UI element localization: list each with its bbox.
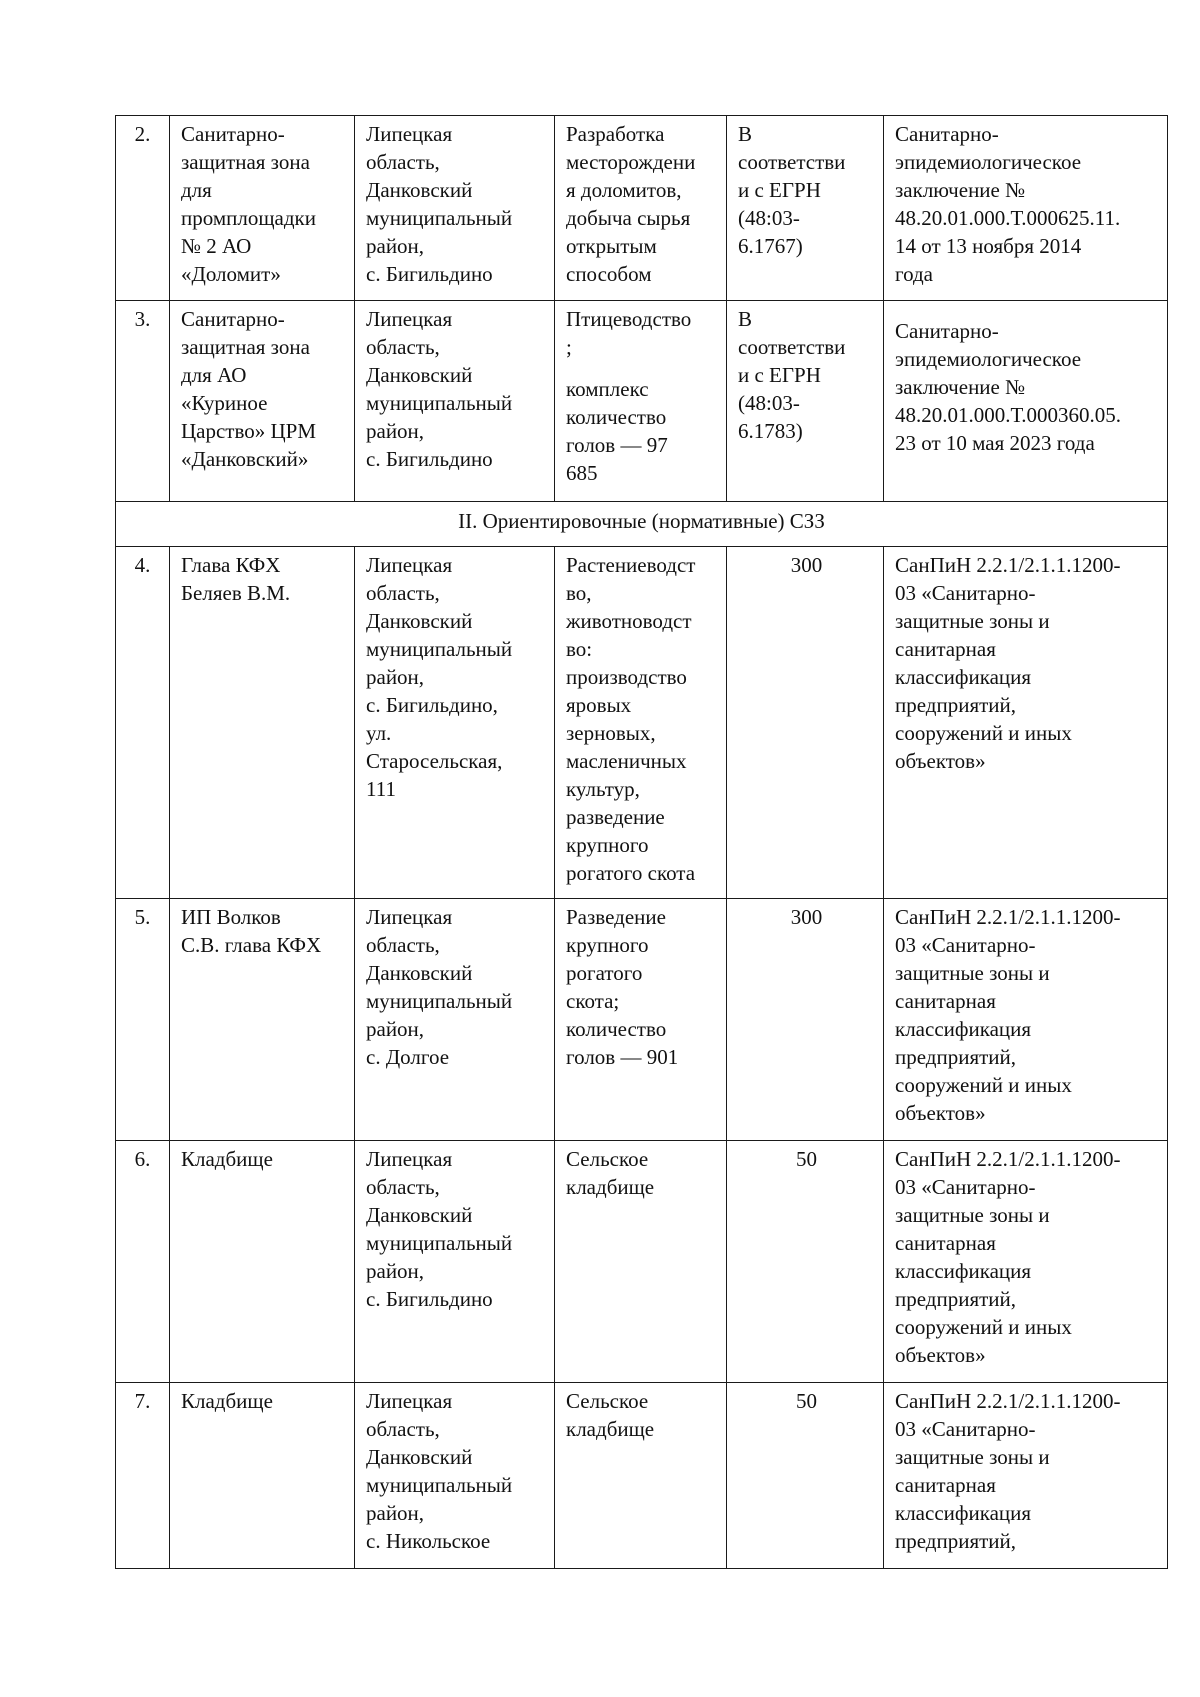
row-number-cell (116, 116, 170, 301)
activity-cell (555, 1141, 727, 1383)
legal-basis: Санитарно- эпидемиологическое заключение № 48.20.01.000.Т.000625.11. 14 от 13 ноября 2014 года (895, 122, 1121, 286)
zone-size: 50 (796, 1147, 817, 1171)
zone-name-cell (170, 1141, 355, 1383)
zone-size: 300 (790, 905, 823, 929)
row-number: 7. (134, 1389, 151, 1413)
zone-name: ИП Волков С.В. глава КФХ (181, 905, 322, 957)
legal-basis: СанПиН 2.2.1/2.1.1.1200- 03 «Санитарно- защитные зоны и санитарная классификация предприятий, сооружений и иных объектов» (895, 553, 1121, 773)
activity-cell (555, 116, 727, 301)
zone-name: Кладбище (181, 1389, 273, 1413)
section-row (116, 502, 1168, 547)
activity: Разведение крупного рогатого скота; количество голов — 901 (566, 905, 679, 1069)
legal-basis: СанПиН 2.2.1/2.1.1.1200- 03 «Санитарно- защитные зоны и санитарная классификация предприятий, сооружений и иных объектов» (895, 1147, 1121, 1367)
table-row (116, 547, 1168, 899)
section-title: II. Ориентировочные (нормативные) СЗЗ (458, 509, 825, 533)
row-number: 4. (134, 553, 151, 577)
legal-basis-cell (884, 116, 1168, 301)
zone-size: В соответстви и с ЕГРН (48:03- 6.1783) (738, 307, 846, 443)
legal-basis-cell (884, 899, 1168, 1141)
location-cell (355, 1141, 555, 1383)
location: Липецкая область, Данковский муниципальный район, с. Долгое (366, 905, 513, 1069)
activity: Разработка месторождени я доломитов, добыча сырья открытым способом (566, 122, 696, 286)
zone-size-cell (727, 899, 884, 1141)
table-row (116, 899, 1168, 1141)
table-row (116, 1383, 1168, 1569)
zone-size: 300 (790, 553, 823, 577)
legal-basis-cell (884, 547, 1168, 899)
paragraph-gap (895, 305, 1159, 317)
row-number-cell (116, 1383, 170, 1569)
zone-name: Санитарно- защитная зона для АО «Куриное Царство» ЦРМ «Данковский» (181, 307, 317, 471)
section-title-cell (116, 502, 1168, 547)
row-number: 5. (134, 905, 151, 929)
legal-basis-cell (884, 1141, 1168, 1383)
row-number-cell (116, 899, 170, 1141)
zone-size-cell (727, 301, 884, 502)
zone-name-cell (170, 547, 355, 899)
location-cell (355, 116, 555, 301)
zone-name-cell (170, 116, 355, 301)
activity: Сельское кладбище (566, 1389, 655, 1441)
zone-size-cell (727, 116, 884, 301)
row-number: 2. (134, 122, 151, 146)
row-number-cell (116, 301, 170, 502)
table-row (116, 301, 1168, 502)
activity-line-1: Птицеводство ; (566, 307, 692, 359)
activity-cell (555, 1383, 727, 1569)
zone-name: Кладбище (181, 1147, 273, 1171)
zone-size-cell (727, 1141, 884, 1383)
location: Липецкая область, Данковский муниципальный район, с. Бигильдино (366, 1147, 513, 1311)
location-cell (355, 547, 555, 899)
location: Липецкая область, Данковский муниципальный район, с. Бигильдино (366, 122, 513, 286)
zone-name: Глава КФХ Беляев В.М. (181, 553, 291, 605)
paragraph-gap (566, 361, 718, 375)
legal-basis: Санитарно- эпидемиологическое заключение № 48.20.01.000.Т.000360.05. 23 от 10 мая 2023 года (895, 319, 1121, 455)
row-number-cell (116, 547, 170, 899)
legal-basis-cell (884, 301, 1168, 502)
location: Липецкая область, Данковский муниципальный район, с. Бигильдино (366, 307, 513, 471)
location: Липецкая область, Данковский муниципальный район, с. Бигильдино, ул. Старосельская, 111 (366, 553, 513, 801)
activity: Растениеводст во, животноводст во: производство яровых зерновых, масленичных культур, разведение крупного рогатого скота (566, 553, 696, 885)
zone-size-cell (727, 1383, 884, 1569)
legal-basis: СанПиН 2.2.1/2.1.1.1200- 03 «Санитарно- защитные зоны и санитарная классификация предприятий, (895, 1389, 1121, 1553)
activity-cell (555, 899, 727, 1141)
location-cell (355, 899, 555, 1141)
location: Липецкая область, Данковский муниципальный район, с. Никольское (366, 1389, 513, 1553)
zone-size: В соответстви и с ЕГРН (48:03- 6.1767) (738, 122, 846, 258)
table-row (116, 116, 1168, 301)
zone-name: Санитарно- защитная зона для промплощадки № 2 АО «Доломит» (181, 122, 316, 286)
table-row (116, 1141, 1168, 1383)
activity: Сельское кладбище (566, 1147, 655, 1199)
zone-name-cell (170, 301, 355, 502)
legal-basis: СанПиН 2.2.1/2.1.1.1200- 03 «Санитарно- защитные зоны и санитарная классификация предприятий, сооружений и иных объектов» (895, 905, 1121, 1125)
location-cell (355, 1383, 555, 1569)
legal-basis-cell (884, 1383, 1168, 1569)
activity-cell (555, 301, 727, 502)
activity-cell (555, 547, 727, 899)
row-number-cell (116, 1141, 170, 1383)
activity-line-2: комплекс количество голов — 97 685 (566, 377, 668, 485)
zone-name-cell (170, 1383, 355, 1569)
row-number: 3. (134, 307, 151, 331)
zone-name-cell (170, 899, 355, 1141)
row-number: 6. (134, 1147, 151, 1171)
zone-size: 50 (796, 1389, 817, 1413)
szz-table (115, 115, 1168, 1569)
zone-size-cell (727, 547, 884, 899)
location-cell (355, 301, 555, 502)
